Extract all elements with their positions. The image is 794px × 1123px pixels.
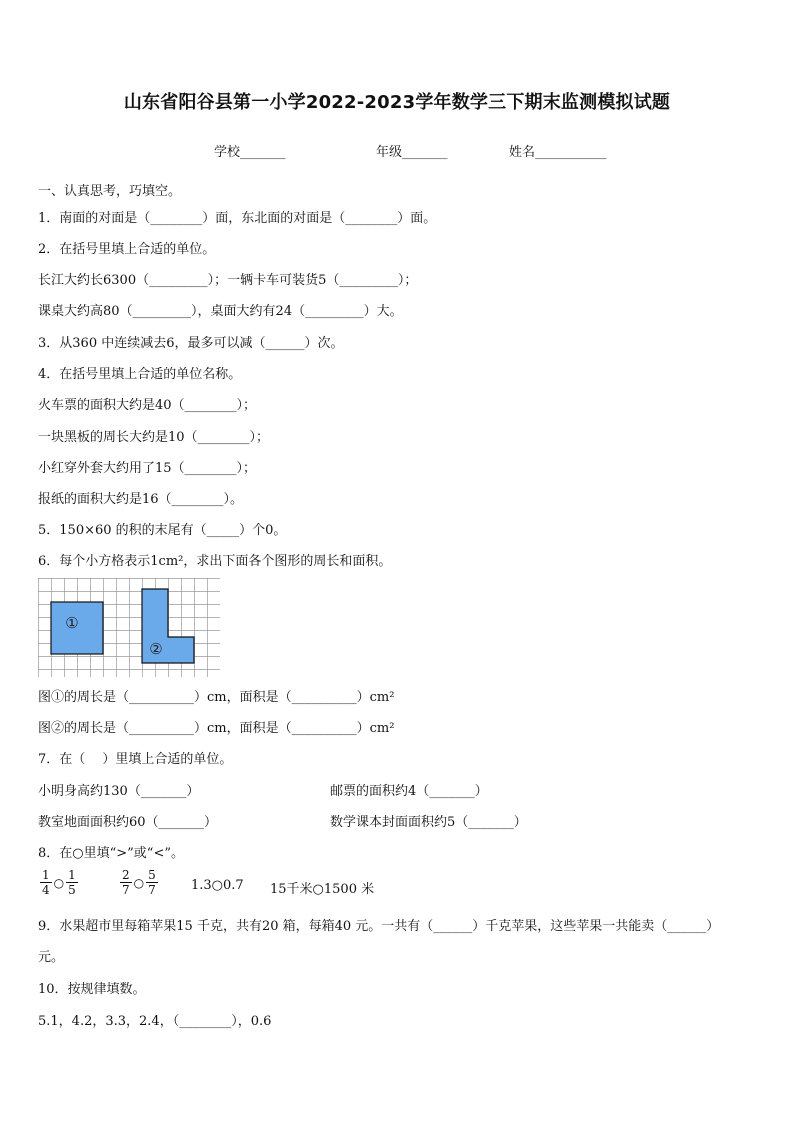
compare-circle[interactable]: ○: [53, 875, 65, 890]
fraction-2-7: $\frac{2}{7}$: [122, 868, 130, 897]
section-heading: 一、认真思考，巧填空。: [38, 184, 182, 199]
question-7-item-b: 邮票的面积约4（_______）: [330, 784, 488, 799]
question-7-item-c: 教室地面面积约60（_______）: [38, 815, 218, 830]
page-title: 山东省阳谷县第一小学2022-2023学年数学三下期末监测模拟试题: [123, 92, 671, 113]
question-10: 10．按规律填数。: [38, 982, 146, 997]
question-7-item-a: 小明身高约130（_______）: [38, 784, 200, 799]
compare-circle[interactable]: ○: [133, 875, 145, 890]
compare-item-1: [38, 868, 80, 897]
question-7-item-d: 数学课本封面面积约5（_______）: [330, 815, 527, 830]
question-2: 2．在括号里填上合适的单位。: [38, 242, 216, 257]
compare-item-4: 15千米○1500 米: [270, 882, 375, 897]
question-10-sequence: 5.1，4.2，3.3，2.4，（________），0.6: [38, 1014, 272, 1029]
question-2-line-a: 长江大约长6300（_________）；一辆卡车可装货5（_________）；: [38, 273, 418, 288]
shape-2-label: ②: [149, 640, 163, 658]
fraction-5-7: $\frac{5}{7}$: [148, 868, 156, 897]
question-5: 5．150×60 的积的末尾有（_____）个0。: [38, 523, 287, 538]
compare-item-2: [118, 868, 160, 897]
compare-item-3: 1.3○0.7: [191, 878, 244, 893]
question-4-line-a: 火车票的面积大约是40（________）；: [38, 398, 257, 413]
fraction-1-5: $\frac{1}{5}$: [68, 868, 76, 897]
question-6-line-a: 图①的周长是（__________）cm，面积是（__________）cm²: [38, 690, 395, 705]
question-9-line-a: 9．水果超市里每箱苹果15 千克，共有20 箱，每箱40 元。一共有（______）千克苹果，这些苹果一共能卖（______）: [38, 919, 720, 934]
question-4-line-b: 一块黑板的周长大约是10（________）；: [38, 430, 270, 445]
question-8: 8．在○里填“>”或“<”。: [38, 846, 184, 861]
question-4: 4．在括号里填上合适的单位名称。: [38, 367, 242, 382]
question-7: 7．在（ ）里填上合适的单位。: [38, 752, 233, 767]
shape-1-label: ①: [65, 614, 79, 632]
grade-field[interactable]: 年级_______: [376, 145, 448, 160]
question-4-line-c: 小红穿外套大约用了15（________）；: [38, 461, 257, 476]
question-9-line-b: 元。: [38, 950, 65, 965]
question-3: 3．从360 中连续减去6，最多可以减（______）次。: [38, 336, 344, 351]
question-6-line-b: 图②的周长是（__________）cm，面积是（__________）cm²: [38, 721, 395, 736]
fraction-1-4: $\frac{1}{4}$: [42, 868, 50, 897]
grid-figure: [38, 578, 220, 677]
name-field[interactable]: 姓名___________: [509, 145, 607, 160]
question-6: 6．每个小方格表示1cm²，求出下面各个图形的周长和面积。: [38, 554, 392, 569]
question-1: 1．南面的对面是（________）面，东北面的对面是（________）面。: [38, 211, 437, 226]
question-2-line-b: 课桌大约高80（_________），桌面大约有24（_________）大。: [38, 304, 403, 319]
question-4-line-d: 报纸的面积大约是16（________）。: [38, 492, 244, 507]
school-field[interactable]: 学校_______: [214, 145, 286, 160]
